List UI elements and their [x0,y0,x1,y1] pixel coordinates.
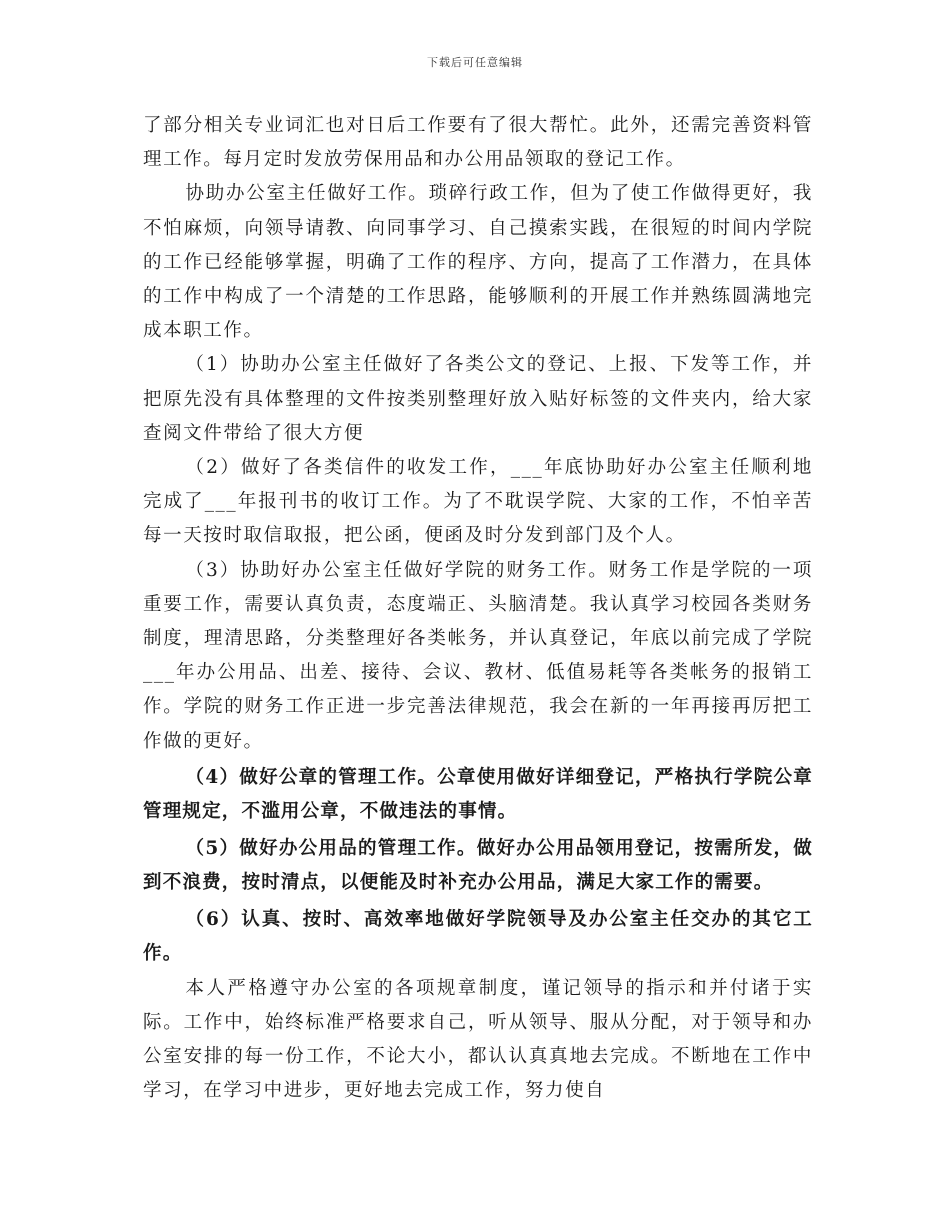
page-header-note: 下载后可任意编辑 [427,56,523,69]
paragraph-conclusion: 本人严格遵守办公室的各项规章制度，谨记领导的指示和并付诸于实际。工作中，始终标准严格要求自己，听从领导、服从分配，对于领导和办公室安排的每一份工作，不论大小，都认认真真地去完成。不断地在工作中学习，在学习中进步，更好地去完成工作，努力使自 [143,977,813,1102]
paragraph-intro-continuation: 了部分相关专业词汇也对日后工作要有了很大帮忙。此外，还需完善资料管理工作。每月定时发放劳保用品和办公用品领取的登记工作。 [143,115,813,171]
paragraph-assist-director: 协助办公室主任做好工作。琐碎行政工作，但为了使工作做得更好，我不怕麻烦，向领导请教、向同事学习、自己摸索实践，在很短的时间内学院的工作已经能够掌握，明确了工作的程序、方向，提高了工作潜力，在具体的工作中构成了一个清楚的工作思路，能够顺利的开展工作并熟练圆满地完成本职工作。 [143,183,813,342]
paragraph-item-5: （5）做好办公用品的管理工作。做好办公用品领用登记，按需所发，做到不浪费，按时清点，以便能及时补充办公用品，满足大家工作的需要。 [143,837,813,894]
paragraph-item-6: （6）认真、按时、高效率地做好学院领导及办公室主任交办的其它工作。 [143,908,813,965]
paragraph-item-3: （3）协助好办公室主任做好学院的财务工作。财务工作是学院的一项重要工作，需要认真负责，态度端正、头脑清楚。我认真学习校园各类财务制度，理清思路，分类整理好各类帐务，并认真登记，年底以前完成了学院___年办公用品、出差、接待、会议、教材、低值易耗等各类帐务的报销工作。学院的财务工作正进一步完善法律规范，我会在新的一年再接再厉把工作做的更好。 [143,559,813,752]
paragraph-item-2: （2）做好了各类信件的收发工作，___年底协助好办公室主任顺利地完成了___年报刊书的收订工作。为了不耽误学院、大家的工作，不怕辛苦每一天按时取信取报，把公函，便函及时分发到部门及个人。 [143,457,813,547]
paragraph-item-4: （4）做好公章的管理工作。公章使用做好详细登记，严格执行学院公章管理规定，不滥用公章，不做违法的事情。 [143,766,813,823]
paragraph-item-1: （1）协助办公室主任做好了各类公文的登记、上报、下发等工作，并把原先没有具体整理的文件按类别整理好放入贴好标签的文件夹内，给大家查阅文件带给了很大方便 [143,354,813,444]
document-body [143,109,813,1109]
